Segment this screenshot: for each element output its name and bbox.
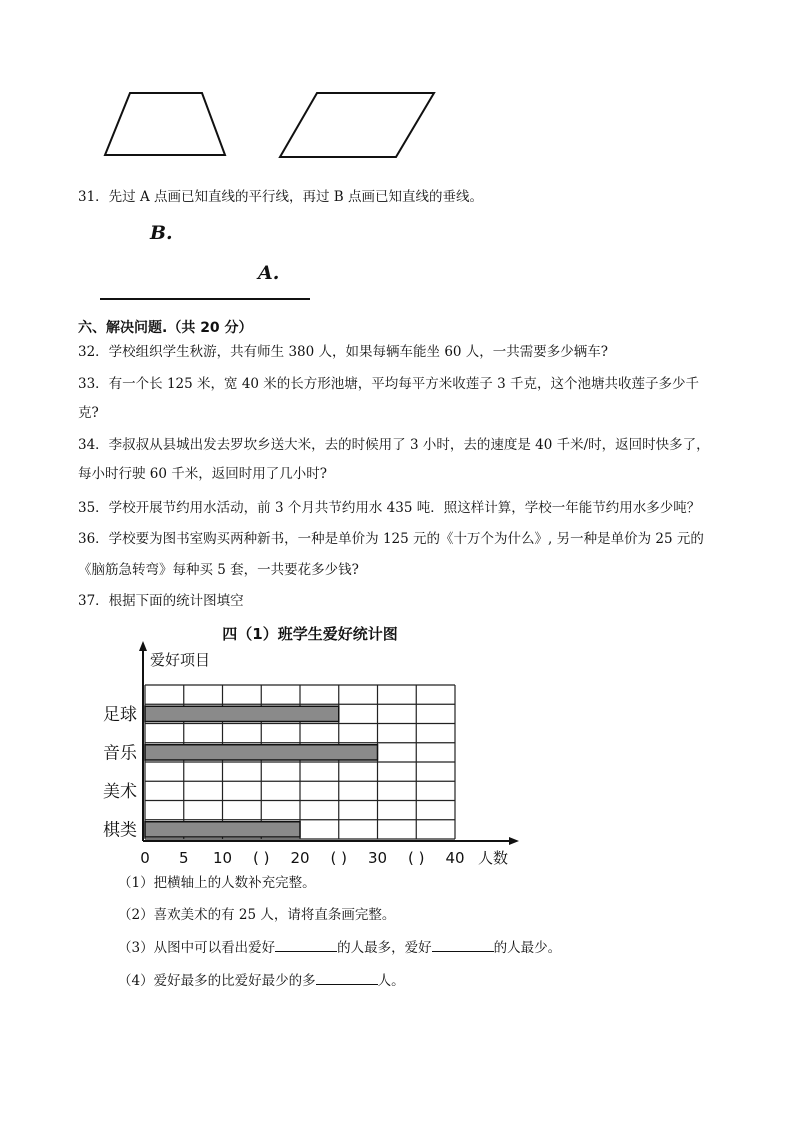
question-33-line2: 克? — [78, 405, 99, 421]
y-axis-arrow — [139, 641, 147, 651]
question-37-sub1: （1）把横轴上的人数补充完整。 — [118, 875, 316, 891]
x-tick-label: ( ) — [408, 849, 425, 867]
x-tick-label: 30 — [367, 849, 388, 867]
y-axis-label: 爱好项目 — [150, 651, 211, 669]
question-36-line1: 36．学校要为图书室购买两种新书，一种是单价为 125 元的《十万个为什么》, 另一种是单价为 25 元的 — [78, 531, 704, 547]
bar — [145, 822, 300, 837]
shapes-figure — [95, 85, 445, 165]
hobby-bar-chart — [0, 615, 794, 870]
x-tick-label: 0 — [140, 849, 150, 867]
sub3-text-c: 的人最少。 — [493, 940, 562, 956]
x-tick-label: ( ) — [330, 849, 347, 867]
point-a-label: A. — [258, 262, 280, 284]
bar — [145, 706, 339, 721]
answer-blank-difference[interactable] — [316, 970, 378, 985]
category-label: 棋类 — [103, 820, 137, 841]
parallelogram-shape — [280, 93, 434, 157]
question-37-intro: 37．根据下面的统计图填空 — [78, 593, 244, 609]
sub4-text-b: 人。 — [377, 973, 405, 989]
x-tick-label: 20 — [290, 849, 310, 867]
question-33-line1: 33．有一个长 125 米，宽 40 米的长方形池塘，平均每平方米收莲子 3 千克，这个池塘共收莲子多少千 — [78, 376, 699, 392]
question-37-sub3 — [118, 937, 561, 957]
point-b-label: B. — [150, 222, 173, 244]
trapezoid-shape — [105, 93, 225, 155]
category-label: 美术 — [103, 781, 137, 802]
sub3-text-b: 的人最多，爱好 — [337, 940, 432, 956]
x-tick-label: 10 — [212, 849, 233, 867]
question-34-line2: 每小时行驶 60 千米，返回时用了几小时? — [78, 466, 327, 482]
section-6-heading: 六、解决问题.（共 20 分） — [78, 320, 253, 336]
question-34-line1: 34．李叔叔从县城出发去罗坎乡送大米，去的时候用了 3 小时，去的速度是 40 千米/时，返回时快多了， — [78, 437, 710, 453]
bar — [145, 745, 378, 760]
category-label: 足球 — [103, 704, 137, 725]
chart-title: 四（1）班学生爱好统计图 — [222, 625, 398, 643]
question-32: 32．学校组织学生秋游，共有师生 380 人，如果每辆车能坐 60 人，一共需要多少辆车? — [78, 344, 609, 360]
question-37-sub2: （2）喜欢美术的有 25 人，请将直条画完整。 — [118, 907, 396, 923]
question-36-line2: 《脑筋急转弯》每种买 5 套，一共要花多少钱? — [78, 562, 359, 578]
sub4-text-a: （4）爱好最多的比爱好最少的多 — [118, 973, 316, 989]
x-tick-label: ( ) — [253, 849, 270, 867]
answer-blank-most[interactable] — [275, 937, 337, 952]
x-axis-arrow — [509, 837, 519, 845]
category-label: 音乐 — [103, 743, 137, 764]
x-tick-label: 5 — [178, 849, 189, 867]
question-35: 35．学校开展节约用水活动，前 3 个月共节约用水 435 吨．照这样计算，学校一年能节约用水多少吨？ — [78, 500, 701, 516]
question-37-sub4 — [118, 970, 405, 990]
x-axis-label: 人数 — [478, 849, 509, 867]
given-line — [100, 298, 310, 300]
answer-blank-least[interactable] — [432, 937, 494, 952]
x-tick-label: 40 — [445, 849, 465, 867]
question-31: 31．先过 A 点画已知直线的平行线，再过 B 点画已知直线的垂线。 — [78, 189, 484, 205]
sub3-text-a: （3）从图中可以看出爱好 — [118, 940, 276, 956]
